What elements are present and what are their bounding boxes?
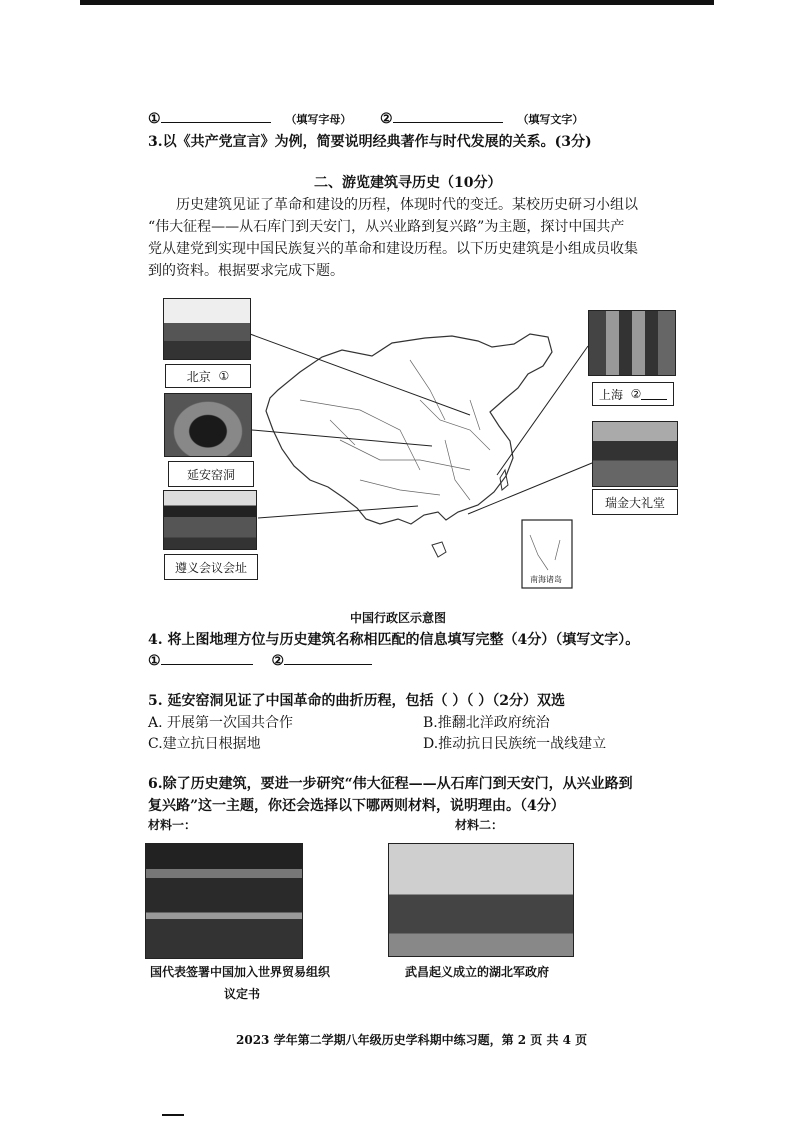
shanghai-label: 上海 bbox=[599, 387, 624, 402]
beijing-photo bbox=[163, 298, 251, 360]
china-outline bbox=[266, 334, 552, 524]
beijing-mark: ① bbox=[218, 369, 230, 383]
note-text: （填写文字） bbox=[517, 113, 584, 126]
blank-row bbox=[148, 108, 351, 127]
shanghai-blank bbox=[641, 389, 667, 400]
hainan bbox=[432, 542, 446, 557]
ruijin-label-box bbox=[592, 489, 678, 515]
line-ruijin bbox=[468, 463, 592, 514]
question-6-line-2: 复兴路”这一主题，你还会选择以下哪两则材料，说明理由。（4分） bbox=[148, 798, 565, 814]
question-3: 3.以《共产党宣言》为例，简要说明经典著作与时代发展的关系。(3分) bbox=[148, 134, 592, 150]
circle-2: ② bbox=[380, 111, 393, 127]
zunyi-label: 遵义会议会址 bbox=[174, 560, 247, 575]
material-1-photo bbox=[145, 843, 303, 959]
q4-circle-2: ② bbox=[271, 653, 284, 669]
question-6-line-1: 6.除了历史建筑，要进一步研究“伟大征程——从石库门到天安门，从兴业路到 bbox=[148, 776, 633, 792]
shanghai-photo bbox=[588, 310, 676, 376]
inset-label: 南海诸岛 bbox=[530, 575, 562, 584]
answer-blank-1[interactable] bbox=[161, 108, 271, 123]
intro-line-2: “伟大征程——从石库门到天安门，从兴业路到复兴路”为主题，探讨中国共产 bbox=[148, 219, 625, 235]
zunyi-photo bbox=[163, 490, 257, 550]
material-1-caption-1: 国代表签署中国加入世界贸易组织 bbox=[150, 965, 331, 979]
bottom-mark bbox=[162, 1114, 184, 1116]
ruijin-photo bbox=[592, 421, 678, 487]
option-a[interactable]: A. 开展第一次国共合作 bbox=[148, 715, 294, 731]
line-shanghai bbox=[497, 346, 588, 475]
blank-row-2 bbox=[380, 108, 583, 127]
material-1-caption-2: 议定书 bbox=[224, 987, 261, 1001]
q4-blank-1[interactable] bbox=[161, 650, 253, 665]
province-lines bbox=[300, 360, 490, 500]
section-title: 二、游览建筑寻历史（10分） bbox=[314, 175, 502, 191]
note-letter: （填写字母） bbox=[285, 113, 352, 126]
option-b[interactable]: B.推翻北洋政府统治 bbox=[423, 715, 550, 731]
material-2-photo bbox=[388, 843, 574, 957]
zunyi-label-box bbox=[164, 554, 258, 580]
intro-line-1: 历史建筑见证了革命和建设的历程，体现时代的变迁。某校历史研习小组以 bbox=[176, 197, 638, 213]
intro-line-4: 到的资料。根据要求完成下题。 bbox=[148, 263, 344, 279]
material-2-caption: 武昌起义成立的湖北军政府 bbox=[405, 965, 550, 979]
circle-1: ① bbox=[148, 111, 161, 127]
option-c[interactable]: C.建立抗日根据地 bbox=[148, 736, 261, 752]
yanan-label: 延安窑洞 bbox=[186, 467, 235, 482]
yanan-photo bbox=[164, 393, 252, 457]
question-5: 5. 延安窑洞见证了中国革命的曲折历程，包括（ ）（ ）（2分）双选 bbox=[148, 693, 565, 709]
top-border bbox=[80, 0, 714, 5]
beijing-label: 北京 bbox=[186, 369, 211, 384]
ruijin-label: 瑞金大礼堂 bbox=[604, 495, 665, 510]
material-2-label: 材料二： bbox=[455, 818, 504, 832]
page-footer: 2023 学年第二学期八年级历史学科期中练习题，第 2 页 共 4 页 bbox=[236, 1033, 588, 1047]
shanghai-label-box bbox=[592, 382, 674, 406]
question-4: 4. 将上图地理方位与历史建筑名称相匹配的信息填写完整（4分）（填写文字）。 bbox=[148, 632, 640, 648]
yanan-label-box bbox=[168, 461, 254, 487]
line-beijing bbox=[250, 334, 470, 415]
q4-answers bbox=[148, 650, 372, 669]
line-zunyi bbox=[258, 506, 418, 518]
material-1-label: 材料一： bbox=[148, 818, 197, 832]
beijing-label-box bbox=[165, 364, 251, 388]
q4-blank-2[interactable] bbox=[284, 650, 372, 665]
intro-line-3: 党从建党到实现中国民族复兴的革命和建设历程。以下历史建筑是小组成员收集 bbox=[148, 241, 638, 257]
q4-circle-1: ① bbox=[148, 653, 161, 669]
map-caption: 中国行政区示意图 bbox=[350, 611, 447, 625]
option-d[interactable]: D.推动抗日民族统一战线建立 bbox=[423, 736, 607, 752]
answer-blank-2[interactable] bbox=[393, 108, 503, 123]
shanghai-mark: ② bbox=[630, 387, 642, 401]
